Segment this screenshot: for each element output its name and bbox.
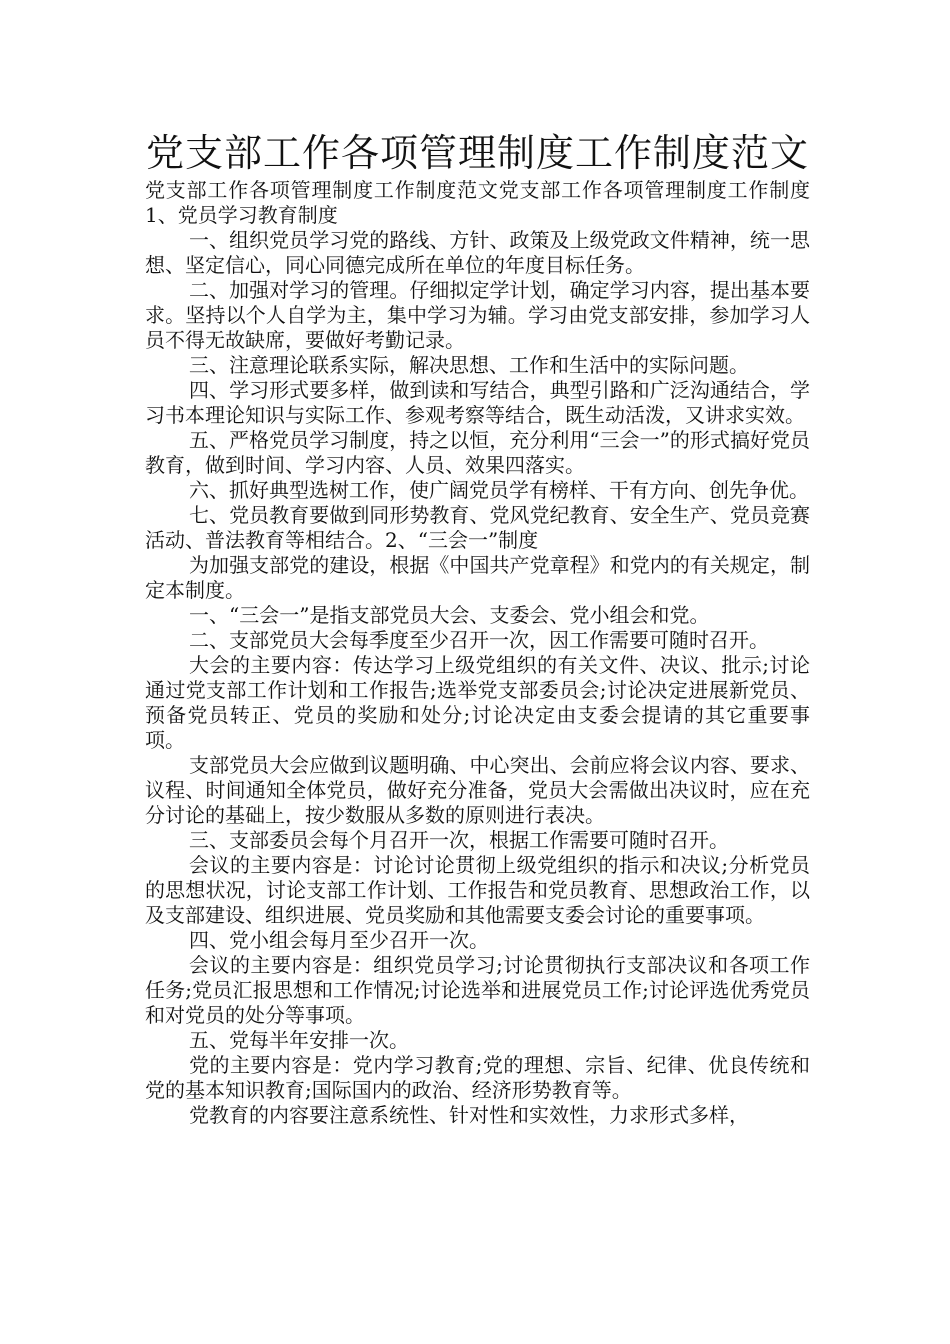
paragraph: 会议的主要内容是：组织党员学习;讨论贯彻执行支部决议和各项工作任务;党员汇报思想和工作情况;讨论选举和进展党员工作;讨论评选优秀党员和对党员的处分等事项。: [145, 953, 810, 1027]
paragraph: 五、党每半年安排一次。: [189, 1028, 409, 1052]
document-title: 党支部工作各项管理制度工作制度范文: [145, 131, 809, 175]
paragraph: 党教育的内容要注意系统性、针对性和实效性，力求形式多样，: [189, 1103, 749, 1127]
paragraph: 五、严格党员学习制度，持之以恒，充分利用“三会一”的形式搞好党员教育，做到时间、学习内容、人员、效果四落实。: [145, 428, 810, 477]
paragraph: 党支部工作各项管理制度工作制度范文党支部工作各项管理制度工作制度1、党员学习教育制度: [145, 178, 810, 227]
paragraph: 党的主要内容是：党内学习教育;党的理想、宗旨、纪律、优良传统和党的基本知识教育;国际国内的政治、经济形势教育等。: [145, 1053, 810, 1102]
paragraph: 三、支部委员会每个月召开一次，根据工作需要可随时召开。: [189, 828, 729, 852]
paragraph: 为加强支部党的建设，根据《中国共产党章程》和党内的有关规定，制定本制度。: [145, 553, 810, 602]
paragraph: 二、支部党员大会每季度至少召开一次，因工作需要可随时召开。: [189, 628, 769, 652]
paragraph: 一、组织党员学习党的路线、方针、政策及上级党政文件精神，统一思想、坚定信心，同心同德完成所在单位的年度目标任务。: [145, 228, 810, 277]
paragraph: 四、党小组会每月至少召开一次。: [189, 928, 489, 952]
paragraph: 二、加强对学习的管理。仔细拟定学计划，确定学习内容，提出基本要求。坚持以个人自学为主，集中学习为辅。学习由党支部安排，参加学习人员不得无故缺席，要做好考勤记录。: [145, 278, 810, 352]
paragraph: 六、抓好典型选树工作，使广阔党员学有榜样、干有方向、创先争优。: [189, 478, 809, 502]
paragraph: 三、注意理论联系实际，解决思想、工作和生活中的实际问题。: [189, 353, 749, 377]
document-body: [145, 178, 810, 1128]
paragraph: 四、学习形式要多样，做到读和写结合，典型引路和广泛沟通结合，学习书本理论知识与实际工作、参观考察等结合，既生动活泼，又讲求实效。: [145, 378, 810, 427]
paragraph: 会议的主要内容是：讨论讨论贯彻上级党组织的指示和决议;分析党员的思想状况，讨论支部工作计划、工作报告和党员教育、思想政治工作，以及支部建设、组织进展、党员奖励和其他需要支委会讨论的重要事项。: [145, 853, 810, 927]
document-page: [145, 128, 810, 1128]
paragraph: 支部党员大会应做到议题明确、中心突出、会前应将会议内容、要求、议程、时间通知全体党员，做好充分准备，党员大会需做出决议时，应在充分讨论的基础上，按少数服从多数的原则进行表决。: [145, 753, 810, 827]
paragraph: 七、党员教育要做到同形势教育、党风党纪教育、安全生产、党员竞赛活动、普法教育等相结合。2、“三会一”制度: [145, 503, 810, 552]
paragraph: 大会的主要内容：传达学习上级党组织的有关文件、决议、批示;讨论通过党支部工作计划和工作报告;选举党支部委员会;讨论决定进展新党员、预备党员转正、党员的奖励和处分;讨论决定由支委会提请的其它重要事项。: [145, 653, 810, 752]
paragraph: 一、“三会一”是指支部党员大会、支委会、党小组会和党。: [189, 603, 710, 627]
